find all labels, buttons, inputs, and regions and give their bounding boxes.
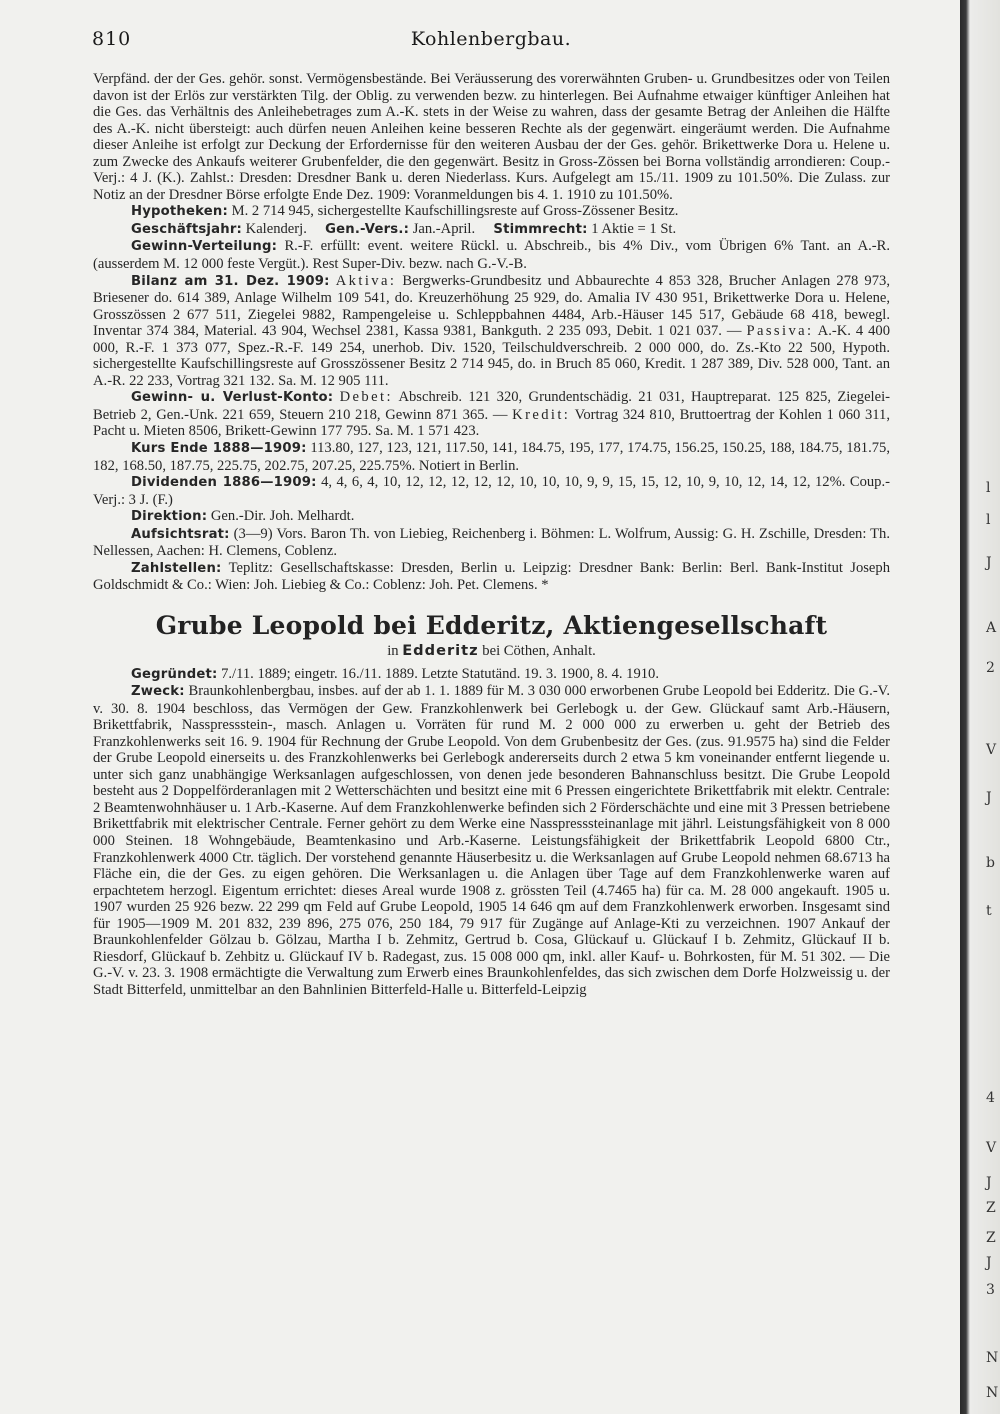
fiscal-year-label: Geschäftsjahr:: [131, 221, 242, 237]
supervisory-board-label: Aufsichtsrat:: [131, 526, 230, 542]
mortgages-text: M. 2 714 945, sichergestellte Kaufschillingsreste auf Gross-Zössener Besitz.: [231, 203, 679, 220]
edge-glyph: J: [986, 790, 992, 806]
dividends-text: 4, 4, 6, 4, 10, 12, 12, 12, 12, 12, 10, 10, 10, 9, 9, 15, 15, 12, 10, 9, 10, 12, 14, 12, 12%. Coup.-Verj.: 3 J. (F.): [93, 474, 890, 508]
location-suffix: bei Cöthen, Anhalt.: [482, 642, 596, 659]
edge-glyph: b: [986, 855, 995, 871]
supervisory-board-entry: [93, 526, 890, 560]
assets-label: Aktiva:: [335, 272, 397, 289]
bond-terms-paragraph: Verpfänd. der der Ges. gehör. sonst. Vermögensbestände. Bei Veräusserung des vorerwähnten Gruben- u. Grundbesitzes oder von Teilen davon ist der Erlös zur verstärkten Tilg. der Oblig. zu verwenden bezw. zu hinterlegen. Bei Aufnahme etwaiger künftiger Anleihen hat die Ges. das Verhältnis des Anleihebetrages zum A.-K. stets in der Weise zu wahren, dass der gesamte Betrag der Anleihen die Hälfte des A.-K. nicht übersteigt: auch dürfen neuen Anleihen keine besseren Rechte als der gegenwärt. eingeräumt werden. Die Aufnahme dieser Anleihe ist erfolgt zur Deckung der Erfordernisse für den weiteren Ausbau der der Ges. gehör. Brikettwerke Dora u. Helene u. zum Zwecke des Ankaufs weiterer Grubenfelder, die den gegenwärt. Besitz in Gross-Zössen bei Borna vollständig arrondieren: Coup.-Verj.: 4 J. (K.). Zahlst.: Dresden: Dresdner Bank u. deren Niederlass. Kurs. Aufgelegt am 15./11. 1909 zu 101.50%. Die Zulass. zur Notiz an der Dresdner Börse erfolgte Ende Dez. 1909: Voranmeldungen bis 4. 1. 1910 zu 101.50%.: [93, 71, 890, 203]
liabilities-label: Passiva:: [746, 323, 814, 340]
supervisory-board-text: (3—9) Vors. Baron Th. von Liebieg, Reichenberg i. Böhmen: L. Wolfrum, Aussig: G. H. Zschille, Dresden: Th. Nellessen, Aachen: H. Clemens, Coblenz.: [93, 525, 890, 560]
page-content: [93, 71, 890, 998]
general-meeting-label: Gen.-Vers.:: [325, 221, 410, 237]
company-title: Grube Leopold bei Edderitz, Aktiengesellschaft: [155, 610, 828, 640]
paying-agents-entry: [93, 560, 890, 594]
purpose-label: Zweck:: [131, 684, 185, 700]
profit-distribution-text: R.-F. erfüllt: event. weitere Rückl. u. Abschreib., bis 4% Div., vom Übrigen 6% Tant. an A.-R. (ausserdem M. 12 000 feste Vergüt.). Rest Super-Div. bezw. nach G.-V.-B.: [93, 238, 891, 273]
edge-glyph: Z: [986, 1200, 996, 1216]
edge-glyph: 2: [986, 660, 995, 676]
profit-loss-entry: [93, 389, 890, 440]
credit-label: Kredit:: [512, 406, 571, 423]
profit-loss-label: Gewinn- u. Verlust-Konto:: [131, 390, 334, 406]
founded-entry: [93, 666, 890, 684]
page-header: [92, 28, 890, 58]
edge-glyph: l: [986, 480, 991, 496]
profit-distribution-label: Gewinn-Verteilung:: [131, 239, 278, 255]
page-number: 810: [92, 28, 132, 50]
edge-glyph: V: [986, 1140, 997, 1156]
edge-glyph: t: [986, 903, 992, 919]
credit-text: Vortrag 324 810, Bruttoertrag der Kohlen 1 060 311, Pacht u. Mieten 8506, Brikett-Gewinn 177 795. Sa. M. 1 571 423.: [93, 406, 890, 440]
directors-entry: [93, 508, 890, 526]
debit-text: Abschreib. 121 320, Grundentschädig. 21 031, Hauptreparat. 125 825, Ziegelei-Betrieb 2, Gen.-Unk. 221 659, Steuern 210 218, Gewinn 871 365. —: [93, 389, 891, 423]
edge-glyph: Z: [986, 1230, 996, 1246]
voting-rights-label: Stimmrecht:: [493, 221, 588, 237]
company-location: [93, 643, 890, 660]
edge-glyph: l: [986, 512, 991, 528]
paying-agents-label: Zahlstellen:: [131, 560, 222, 576]
mortgages-entry: [93, 203, 890, 221]
paying-agents-text: Teplitz: Gesellschaftskasse: Dresden, Berlin u. Leipzig: Dresdner Bank: Berlin: Berl. Bank-Institut Joseph Goldschmidt & Co.: Wien: Joh. Liebieg & Co.: Coblenz: Joh. Pet. Clemens. *: [93, 559, 890, 594]
assets-text: Bergwerks-Grundbesitz und Abbaurechte 4 853 328, Brucher Anlagen 278 973, Briesener do. 614 389, Anlage Wilhelm 109 541, do. Kreuzerhöhung 25 929, do. Amalia IV 430 951, Brikettwerke Dora u. Helene, Grosszössen 2 677 511, Ziegelei 9882, Rampengeleise u. Schleppbahnen 4484, Arb.-Häuser 145 517, Gebäude 68 418, bewegl. Inventar 374 384, Material. 43 904, Wechsel 2381, Kassa 9381, Bankguth. 2 235 093, Debit. 1 021 037. —: [93, 272, 890, 340]
edge-glyph: N: [986, 1350, 999, 1366]
debit-label: Debet:: [339, 389, 393, 406]
edge-glyph: V: [986, 742, 997, 758]
share-price-entry: [93, 440, 890, 474]
location-prefix: in: [387, 642, 399, 659]
directors-text: Gen.-Dir. Joh. Melhardt.: [210, 508, 355, 525]
general-meeting-text: Jan.-April.: [412, 220, 476, 237]
profit-distribution-entry: [93, 238, 890, 272]
edge-glyph: N: [986, 1385, 999, 1401]
fiscal-year-entry: [93, 221, 890, 239]
purpose-entry: [93, 683, 890, 998]
directors-label: Direktion:: [131, 509, 208, 525]
founded-text: 7./11. 1889; eingetr. 16./11. 1889. Letzte Statutänd. 19. 3. 1900, 8. 4. 1910.: [221, 665, 660, 682]
edge-glyph: J: [986, 1175, 992, 1191]
share-price-label: Kurs Ende 1888—1909:: [131, 441, 307, 457]
edge-glyph: J: [986, 1255, 992, 1271]
edge-glyph: 4: [986, 1090, 995, 1106]
balance-sheet-label: Bilanz am 31. Dez. 1909:: [131, 273, 330, 289]
share-price-text: 113.80, 127, 123, 121, 117.50, 141, 184.75, 195, 177, 174.75, 156.25, 150.25, 188, 184.75, 181.75, 182, 168.50, 187.75, 225.75, 202.75, 207.25, 225.75%. Notiert in Berlin.: [93, 440, 890, 474]
fiscal-year-text: Kalenderj.: [245, 220, 307, 237]
founded-label: Gegründet:: [131, 666, 218, 682]
mortgages-label: Hypotheken:: [131, 204, 228, 220]
edge-glyph: A: [986, 620, 997, 636]
liabilities-text: A.-K. 4 400 000, R.-F. 1 373 077, Spez.-R.-F. 149 254, unerhob. Div. 1520, Teilschuldverschreib. 2 000 000, do. Zs.-Kto 22 500, Hypoth. sichergestellte Kaufschillingsreste auf Grosszössener Besitz 2 714 945, do. in Bruch 85 060, Kredit. 1 287 389, Div. 528 000, Tant. an A.-R. 22 233, Vortrag 321 132. Sa. M. 12 905 111.: [93, 323, 891, 389]
location-place: Edderitz: [402, 641, 479, 659]
balance-sheet-entry: [93, 273, 890, 390]
edge-glyph: 3: [986, 1282, 995, 1298]
edge-glyph: J: [986, 555, 992, 571]
voting-rights-text: 1 Aktie = 1 St.: [591, 220, 677, 237]
dividends-entry: [93, 474, 890, 508]
dividends-label: Dividenden 1886—1909:: [131, 475, 317, 491]
purpose-text: Braunkohlenbergbau, insbes. auf der ab 1. 1. 1889 für M. 3 030 000 erworbenen Grube Leopold bei Edderitz. Die G.-V. v. 30. 8. 1904 beschloss, das Vermögen der Gew. Franzkohlenwerk bei Gerlebogk u. der Gew. Glückauf samt Arb.-Häusern, Brikettfabrik, Nasspressstein-, masch. Anlagen u. Vorräten für rund M. 2 000 000 zu erwerben u. geht der Betrieb des Franzkohlenwerks seit 16. 9. 1904 für Rechnung der Grube Leopold. Von dem Grubenbesitz der Ges. (zus. 91.9575 ha) sind die Felder der Grube Leopold einerseits u. des Franzkohlenwerks bei Gerlebogk andererseits durch 2 etwa 5 km voneinander entfernt liegende u. unter sich ganz unabhängige Werksanlagen aufgeschlossen, von denen jede besonderen Bahnanschluss besitzt. Die Grube Leopold besteht aus 2 Doppelförderanlagen mit 2 Wetterschächten und besitzt eine mit 6 Pressen eingerichtete Brikettfabrik mit elektr. Centrale: 2 Beamtenwohnhäuser u. 1 Arb.-Kaserne. Auf dem Franzkohlenwerke befinden sich 2 Förderschächte und eine mit 3 Pressen betriebene Brikettfabrik mit elektrischer Centrale. Ferner gehört zu dem Werke eine Nasspresssteinanlage mit jährl. Leistungsfähigkeit von 8 000 000 Steinen. 18 Wohngebäude, Beamtenkasino und Arb.-Kaserne. Leistungsfähigkeit der Brikettfabrik Leopold 6800 Ctr., Franzkohlenwerk 4000 Ctr. täglich. Der vorstehend genannte Häuserbesitz u. die Werksanlagen auf Grube Leopold nehmen 68.6713 ha Fläche ein, die der Ges. zu eigen gehören. Die Werksanlagen u. die Anlagen über Tage auf dem Franzkohlenwerke waren auf erpachtetem herzogl. Eigentum errichtet: dieses Areal wurde 1908 z. grössten Teil (4.7465 ha) für ca. M. 28 000 angekauft. 1905 u. 1907 wurden 25 926 bezw. 22 299 qm Feld auf Grube Leopold, 1905 14 646 qm auf dem Franzkohlenwerk erworben. Insgesamt sind für 1905—1909 M. 201 832, 239 896, 275 076, 250 184, 79 917 für Zugänge auf Anlage-Kti zu verzeichnen. 1907 Ankauf der Braunkohlenfelder Gölzau b. Gölzau, Martha I b. Zehmitz, Gertrud b. Cosa, Glückauf u. Glückauf I b. Zehmitz, Glückauf II b. Riesdorf, Glückauf b. Zehbitz u. Glückauf IV b. Radegast, zus. 15 008 000 qm, inkl. aller Kauf- u. Bohrkosten, für M. 51 302. — Die G.-V. v. 23. 3. 1908 ermächtigte die Verwaltung zum Erwerb eines Braunkohlenfeldes, das sich zwischen dem Dorfe Holzweissig u. der Stadt Bitterfeld, unmittelbar an den Bahnlinien Bitterfeld-Halle u. Bitterfeld-Leipzig: [93, 683, 890, 998]
running-title: Kohlenbergbau.: [410, 28, 572, 50]
